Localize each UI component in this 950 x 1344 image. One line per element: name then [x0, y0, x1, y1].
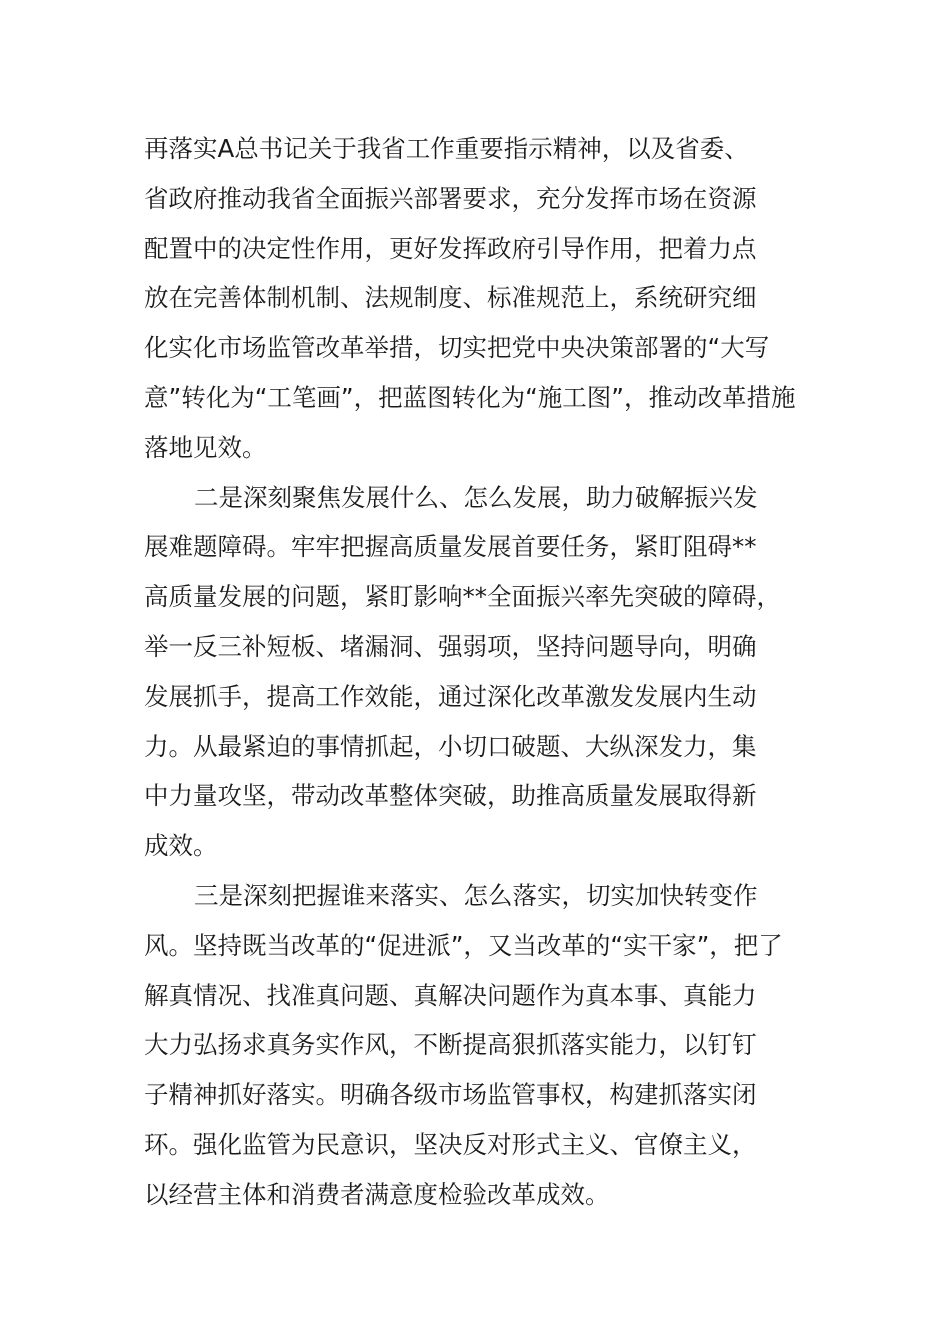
- paragraph-2-line-4: 举一反三补短板、堵漏洞、强弱项，坚持问题导向，明确: [144, 631, 757, 661]
- paragraph-2-line-2: 展难题障碍。牢牢把握高质量发展首要任务，紧盯阻碍**: [144, 532, 757, 562]
- paragraph-1-line-7: 落地见效。: [144, 432, 267, 462]
- paragraph-1-line-5: 化实化市场监管改革举措，切实把党中央决策部署的“大写: [144, 333, 770, 363]
- paragraph-3-line-2: 风。坚持既当改革的“促进派”，又当改革的“实干家”，把了: [144, 930, 783, 960]
- paragraph-3-line-5: 子精神抓好落实。明确各级市场监管事权，构建抓落实闭: [144, 1080, 757, 1110]
- paragraph-2-line-3: 高质量发展的问题，紧盯影响**全面振兴率先突破的障碍，: [144, 582, 781, 612]
- paragraph-3-line-6: 环。强化监管为民意识，坚决反对形式主义、官僚主义，: [144, 1129, 757, 1159]
- paragraph-1-line-6: 意”转化为“工笔画”，把蓝图转化为“施工图”，推动改革措施: [144, 382, 796, 412]
- paragraph-2-line-1: 二是深刻聚焦发展什么、怎么发展，助力破解振兴发: [194, 482, 758, 512]
- paragraph-1-line-3: 配置中的决定性作用，更好发挥政府引导作用，把着力点: [144, 233, 757, 263]
- paragraph-1-line-2: 省政府推动我省全面振兴部署要求，充分发挥市场在资源: [144, 183, 757, 213]
- paragraph-2-line-6: 力。从最紧迫的事情抓起，小切口破题、大纵深发力，集: [144, 731, 757, 761]
- paragraph-3-line-4: 大力弘扬求真务实作风，不断提高狠抓落实能力，以钉钉: [144, 1030, 757, 1060]
- paragraph-3-line-3: 解真情况、找准真问题、真解决问题作为真本事、真能力: [144, 980, 757, 1010]
- paragraph-3-line-7: 以经营主体和消费者满意度检验改革成效。: [144, 1179, 610, 1209]
- paragraph-2-line-5: 发展抓手，提高工作效能，通过深化改革激发发展内生动: [144, 681, 757, 711]
- paragraph-1-line-1: 再落实A总书记关于我省工作重要指示精神，以及省委、: [144, 134, 749, 163]
- paragraph-1-line-4: 放在完善体制机制、法规制度、标准规范上，系统研究细: [144, 283, 757, 313]
- paragraph-2-line-7: 中力量攻坚，带动改革整体突破，助推高质量发展取得新: [144, 781, 757, 811]
- document-body: [144, 124, 844, 1220]
- paragraph-3-line-1: 三是深刻把握谁来落实、怎么落实，切实加快转变作: [194, 880, 758, 910]
- paragraph-2-line-8: 成效。: [144, 831, 218, 861]
